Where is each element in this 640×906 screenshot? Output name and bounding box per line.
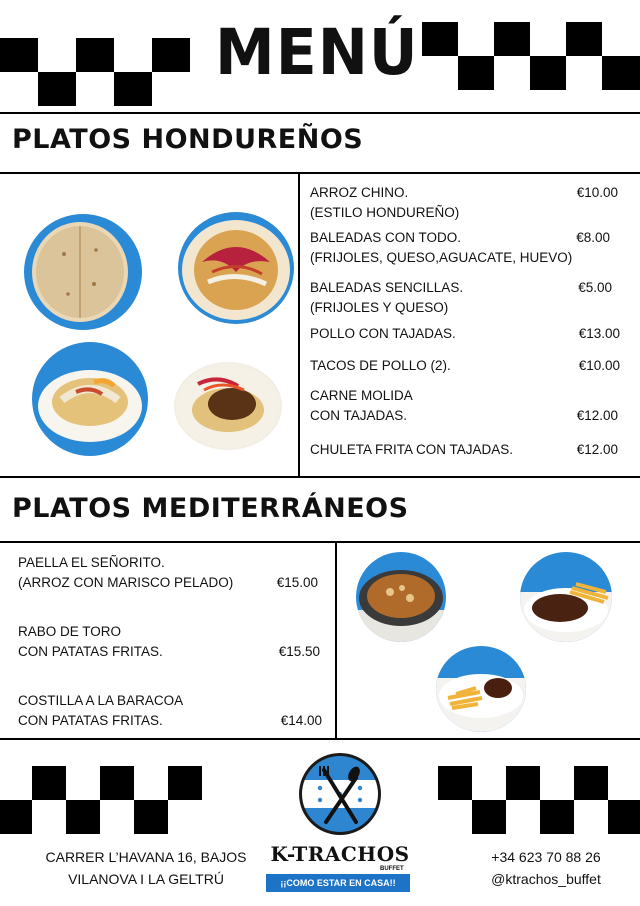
divider (0, 112, 640, 114)
contact-info (466, 846, 626, 890)
menu-item: CARNE MOLIDA CON TAJADAS. €12.00 (310, 388, 618, 423)
paella-photo (356, 552, 446, 642)
brand-tagline: ¡¡COMO ESTAR EN CASA!! (266, 874, 410, 892)
menu-title: MENÚ (215, 16, 419, 90)
menu-item: BALEADAS CON TODO. (FRIJOLES, QUESO,AGUACATE, HUEVO) €8.00 (310, 230, 610, 265)
brand-name: K-TRACHOS (270, 842, 410, 866)
divider (0, 541, 640, 543)
brand-subtitle: BUFFET (380, 866, 404, 872)
divider (298, 172, 300, 477)
pollo-tajadas-photo (32, 342, 148, 456)
menu-item: POLLO CON TAJADAS. €13.00 (310, 326, 620, 341)
section-title-hondurenos: PLATOS HONDUREÑOS (12, 124, 364, 155)
divider (0, 172, 640, 174)
phone-number[interactable]: +34 623 70 88 26 (491, 849, 601, 865)
divider (335, 541, 337, 739)
social-handle[interactable]: @ktrachos_buffet (491, 871, 601, 887)
menu-item: PAELLA EL SEÑORITO. (ARROZ CON MARISCO PELADO) €15.00 (18, 555, 318, 590)
divider (0, 738, 640, 740)
baleada-photo (24, 214, 142, 330)
chuleta-photo (174, 362, 282, 450)
section-title-mediterraneos: PLATOS MEDITERRÁNEOS (12, 493, 409, 524)
menu-item: TACOS DE POLLO (2). €10.00 (310, 358, 620, 373)
address-line: CARRER L’HAVANA 16, BAJOS (45, 849, 247, 865)
tacos-photo (178, 212, 294, 324)
menu-item: ARROZ CHINO. (ESTILO HONDUREÑO) €10.00 (310, 185, 618, 220)
menu-item: COSTILLA A LA BARACOA CON PATATAS FRITAS. €14.00 (18, 693, 322, 728)
rabo-de-toro-photo (520, 552, 612, 642)
address (30, 846, 262, 890)
divider (0, 476, 640, 478)
address-line: VILANOVA I LA GELTRÚ (68, 871, 224, 887)
menu-item: CHULETA FRITA CON TAJADAS. €12.00 (310, 442, 618, 457)
costilla-photo (436, 646, 526, 732)
menu-item: RABO DE TORO CON PATATAS FRITAS. €15.50 (18, 624, 320, 659)
brand-logo (298, 752, 382, 836)
menu-item: BALEADAS SENCILLAS. (FRIJOLES Y QUESO) €5.00 (310, 280, 612, 315)
